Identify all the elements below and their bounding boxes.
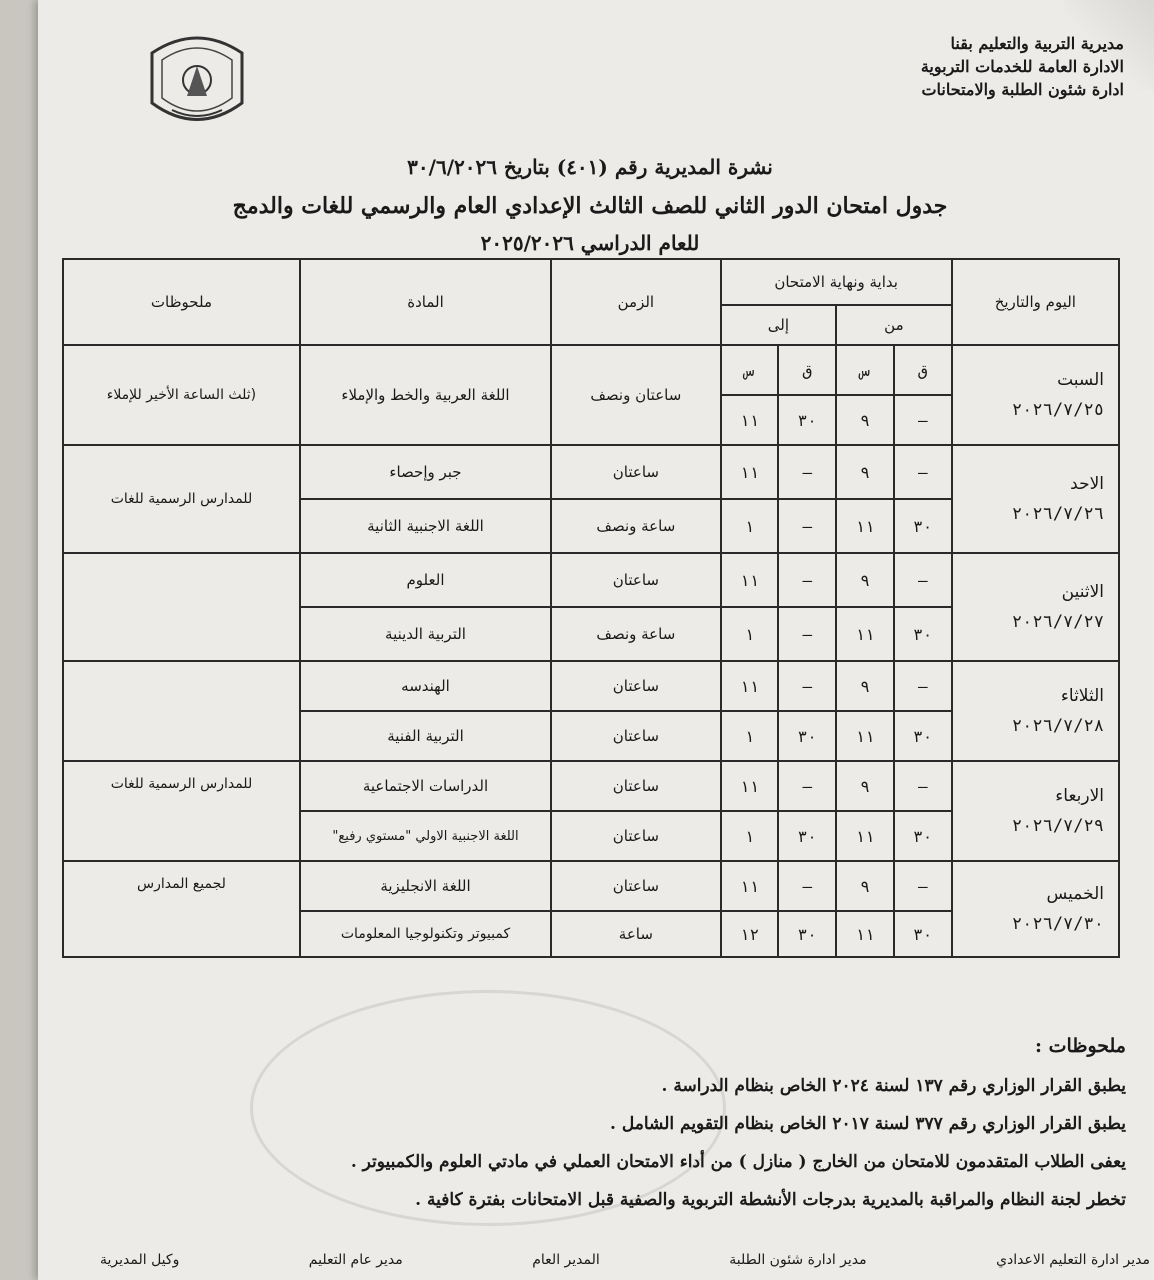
to-minutes: – [778,553,836,607]
day-date: ٢٠٢٦/٧/٢٨ [1011,716,1104,736]
duration-cell: ساعتان [551,811,721,861]
from-minutes: ٣٠ [894,499,952,553]
note-line: يطبق القرار الوزاري رقم ٣٧٧ لسنة ٢٠١٧ الخاص بنظام التقويم الشامل . [610,1114,1126,1134]
to-hours: ١٢ [721,911,779,957]
from-hours: ١١ [836,607,894,661]
signatures-row [100,1252,1150,1268]
header-start-end: بداية ونهاية الامتحان [721,259,952,305]
notes-section [46,1035,1126,1219]
to-hours: ١١ [721,553,779,607]
header-line-2: الادارة العامة للخدمات التربوية [920,57,1124,76]
duration-cell: ساعة ونصف [551,499,721,553]
to-hours: ١ [721,811,779,861]
from-hours: ١١ [836,499,894,553]
from-minutes: – [894,661,952,711]
subject-cell: اللغة الاجنبية الاولي "مستوي رفيع" [300,811,551,861]
header-subject: المادة [300,259,551,345]
duration-cell: ساعتان [551,445,721,499]
to-minutes: – [778,499,836,553]
day-name: الثلاثاء [1060,686,1104,706]
from-hours: ٩ [836,445,894,499]
from-hours: ٩ [836,761,894,811]
day-name: السبت [1057,370,1104,390]
duration-cell: ساعتان [551,861,721,911]
to-minutes: – [778,661,836,711]
day-name: الخميس [1046,884,1104,904]
note-line: تخطر لجنة النظام والمراقبة بالمديرية بدرجات الأنشطة التربوية والصفية قبل الامتحانات بفترة كافية . [415,1190,1126,1210]
from-hours: ٩ [836,661,894,711]
to-minutes: – [778,761,836,811]
to-hours: ١١ [721,861,779,911]
to-hours: ١١ [721,661,779,711]
day-date: ٢٠٢٦/٧/٢٦ [1011,504,1104,524]
day-name: الاثنين [1061,582,1104,602]
subject-cell: جبر وإحصاء [300,445,551,499]
to-minutes: – [778,861,836,911]
header-to: إلى [721,305,837,345]
day-date: ٢٠٢٦/٧/٢٩ [1011,816,1104,836]
to-minutes: ٣٠ [778,711,836,761]
signature-label: وكيل المديرية [100,1252,180,1268]
signature-label: مدير ادارة التعليم الاعدادي [996,1252,1150,1268]
signature-label: مدير ادارة شئون الطلبة [729,1252,867,1268]
duration-cell: ساعتان [551,761,721,811]
from-hours: ٩ [836,395,894,445]
from-minutes: ٣٠ [894,811,952,861]
subject-cell: التربية الفنية [300,711,551,761]
header-from: من [836,305,952,345]
from-hours: ١١ [836,911,894,957]
bulletin-title: نشرة المديرية رقم (٤٠١) بتاريخ ٣٠/٦/٢٠٢٦ [407,155,773,179]
unit-s: س [721,345,779,395]
day-cell [952,553,1119,661]
from-hours: ١١ [836,711,894,761]
from-minutes: – [894,445,952,499]
note-cell: للمدارس الرسمية للغات [63,761,300,861]
note-cell: (ثلث الساعة الأخير للإملاء [63,345,300,445]
from-minutes: – [894,553,952,607]
subject-cell: كمبيوتر وتكنولوجيا المعلومات [300,911,551,957]
subject-cell: اللغة الانجليزية [300,861,551,911]
subject-cell: اللغة العربية والخط والإملاء [300,345,551,445]
header-day-date: اليوم والتاريخ [952,259,1119,345]
day-date: ٢٠٢٦/٧/٣٠ [1011,914,1104,934]
duration-cell: ساعتان [551,553,721,607]
to-minutes: ٣٠ [778,395,836,445]
to-hours: ١١ [721,395,779,445]
from-minutes: ٣٠ [894,911,952,957]
duration-cell: ساعة ونصف [551,607,721,661]
day-cell [952,445,1119,553]
header-line-1: مديرية التربية والتعليم بقنا [950,34,1124,53]
day-name: الاربعاء [1055,786,1104,806]
to-minutes: ٣٠ [778,811,836,861]
note-cell [63,661,300,761]
to-hours: ١ [721,499,779,553]
from-minutes: ٣٠ [894,607,952,661]
duration-cell: ساعتان ونصف [551,345,721,445]
from-hours: ٩ [836,553,894,607]
to-hours: ١ [721,711,779,761]
from-minutes: – [894,761,952,811]
day-name: الاحد [1070,474,1104,494]
to-minutes: – [778,445,836,499]
duration-cell: ساعتان [551,661,721,711]
duration-cell: ساعتان [551,711,721,761]
to-hours: ١١ [721,445,779,499]
note-line: يطبق القرار الوزاري رقم ١٣٧ لسنة ٢٠٢٤ الخاص بنظام الدراسة . [661,1076,1126,1096]
unit-q: ق [894,345,952,395]
header-duration: الزمن [551,259,721,345]
duration-cell: ساعة [551,911,721,957]
unit-s: س [836,345,894,395]
to-minutes: – [778,607,836,661]
issuer-header [804,32,1124,101]
ministry-emblem-icon [132,18,262,138]
from-minutes: ٣٠ [894,711,952,761]
to-hours: ١١ [721,761,779,811]
subject-cell: الهندسه [300,661,551,711]
from-hours: ٩ [836,861,894,911]
to-minutes: ٣٠ [778,911,836,957]
header-notes: ملحوظات [63,259,300,345]
day-cell [952,861,1119,957]
from-hours: ١١ [836,811,894,861]
signature-label: مدير عام التعليم [308,1252,403,1268]
day-cell [952,661,1119,761]
exam-schedule-table [62,258,1120,958]
subject-cell: العلوم [300,553,551,607]
to-hours: ١ [721,607,779,661]
subject-cell: التربية الدينية [300,607,551,661]
subject-cell: اللغة الاجنبية الثانية [300,499,551,553]
day-cell [952,761,1119,861]
note-cell [63,553,300,661]
unit-q: ق [778,345,836,395]
header-line-3: ادارة شئون الطلبة والامتحانات [921,80,1124,99]
day-cell [952,345,1119,445]
subject-cell: الدراسات الاجتماعية [300,761,551,811]
note-cell: لجميع المدارس [63,861,300,957]
day-date: ٢٠٢٦/٧/٢٧ [1011,612,1104,632]
academic-year: للعام الدراسي ٢٠٢٥/٢٠٢٦ [480,231,700,255]
main-title: جدول امتحان الدور الثاني للصف الثالث الإعدادي العام والرسمي للغات والدمج [232,193,948,219]
document-titles [160,148,1020,260]
note-line: يعفى الطلاب المتقدمون للامتحان من الخارج ( منازل ) من أداء الامتحان العملي في مادتي العلوم والكمبيوتر . [350,1152,1126,1172]
from-minutes: – [894,395,952,445]
notes-title: ملحوظات : [1035,1035,1126,1057]
note-cell: للمدارس الرسمية للغات [63,445,300,553]
from-minutes: – [894,861,952,911]
day-date: ٢٠٢٦/٧/٢٥ [1011,400,1104,420]
signature-label: المدير العام [532,1252,600,1268]
